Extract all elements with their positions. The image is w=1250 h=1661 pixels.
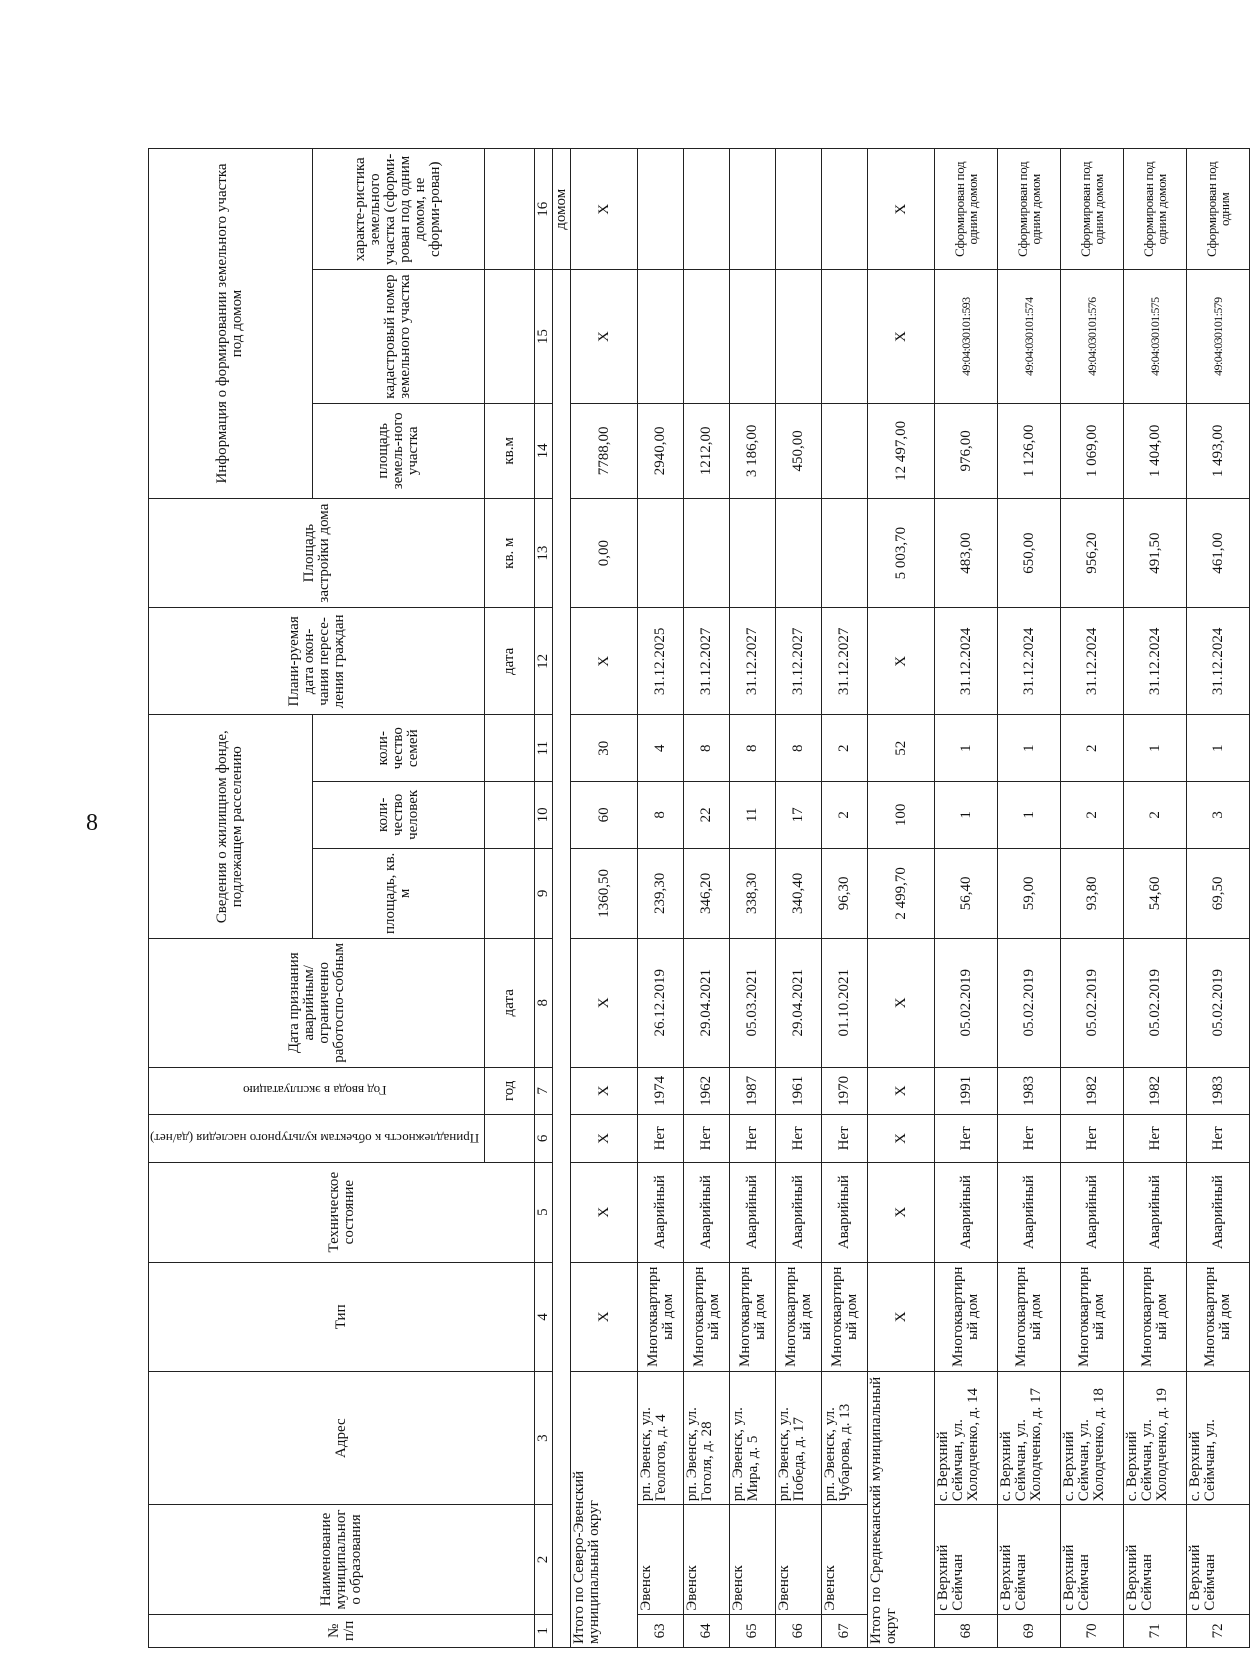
- people-count: 1: [935, 782, 998, 849]
- municipality: Эвенск: [638, 1505, 684, 1614]
- building-area: [776, 498, 822, 607]
- total-cell: X: [868, 939, 935, 1067]
- total-cell: X: [571, 1115, 638, 1163]
- land-characteristic: [638, 149, 684, 271]
- address: с. Верхний Сеймчан, ул. Холодченко, д. 14: [935, 1372, 998, 1505]
- col-number: 2: [535, 1505, 553, 1614]
- municipality: Эвенск: [822, 1505, 868, 1614]
- col-number: 7: [535, 1067, 553, 1115]
- heritage-flag: Нет: [1061, 1115, 1124, 1163]
- commission-year: 1961: [776, 1067, 822, 1115]
- header-address: Адрес: [149, 1372, 535, 1505]
- heritage-flag: Нет: [1124, 1115, 1187, 1163]
- emergency-date: 05.02.2019: [935, 939, 998, 1067]
- total-label: Итого по Северо-Эвенский муниципальный округ: [571, 1372, 638, 1648]
- planned-date: 31.12.2024: [1187, 608, 1250, 715]
- municipality: с Верхний Сеймчан: [1187, 1505, 1250, 1614]
- table-row: [730, 149, 776, 1648]
- col-number: 5: [535, 1162, 553, 1262]
- land-area: 1212,00: [684, 403, 730, 498]
- page-number: 8: [86, 810, 98, 836]
- rotated-table-container: [148, 148, 1234, 1648]
- header-number: № п/п: [149, 1614, 535, 1647]
- subheader-cadastral: кадастровый номер земельного участка: [312, 270, 484, 403]
- total-cell: X: [571, 1067, 638, 1115]
- unit-heritage: [485, 1115, 535, 1163]
- emergency-date: 05.02.2019: [1124, 939, 1187, 1067]
- row-number: 72: [1187, 1614, 1250, 1647]
- address: с. Верхний Сеймчан, ул. Холодченко, д. 19: [1124, 1372, 1187, 1505]
- land-characteristic: [684, 149, 730, 271]
- technical-condition: Аварийный: [684, 1162, 730, 1262]
- land-characteristic: [822, 149, 868, 271]
- land-area: 3 186,00: [730, 403, 776, 498]
- unit-cadastral: [485, 270, 535, 403]
- commission-year: 1970: [822, 1067, 868, 1115]
- land-characteristic: Сформирован под одним: [1187, 149, 1250, 271]
- heritage-flag: Нет: [730, 1115, 776, 1163]
- header-planned-date: Плани-руемая дата окон-чания пересе-ления граждан: [149, 608, 485, 715]
- header-heritage: Принадлежность к объектам культурного наследия (да/нет): [149, 1115, 485, 1163]
- subheader-land-characteristic: характе-ристика земельного участка (сформи-рован под одним домом, не сформи-рован): [312, 149, 484, 271]
- table-row: [935, 149, 998, 1648]
- technical-condition: Аварийный: [1187, 1162, 1250, 1262]
- families-count: 8: [730, 715, 776, 782]
- building-area: 483,00: [935, 498, 998, 607]
- land-area: 1 069,00: [1061, 403, 1124, 498]
- families-count: 1: [1124, 715, 1187, 782]
- house-type: Многоквартирный дом: [822, 1262, 868, 1371]
- col-number: 16: [535, 149, 553, 271]
- unit-build-area: кв. м: [485, 498, 535, 607]
- header-municipality: Наименование муниципального образования: [149, 1505, 535, 1614]
- heritage-flag: Нет: [1187, 1115, 1250, 1163]
- address: рп. Эвенск, ул. Победа, д. 17: [776, 1372, 822, 1505]
- families-count: 1: [935, 715, 998, 782]
- cadastral-number: [638, 270, 684, 403]
- house-type: Многоквартирный дом: [935, 1262, 998, 1371]
- subheader-land-area: площадь земель-ного участка: [312, 403, 484, 498]
- planned-date: 31.12.2024: [1061, 608, 1124, 715]
- heritage-flag: Нет: [935, 1115, 998, 1163]
- header-emergency-date: Дата признания аварийным/ ограниченно работоспо-собным: [149, 939, 485, 1067]
- building-area: 461,00: [1187, 498, 1250, 607]
- commission-year: 1991: [935, 1067, 998, 1115]
- house-type: Многоквартирный дом: [1061, 1262, 1124, 1371]
- municipality: с Верхний Сеймчан: [935, 1505, 998, 1614]
- total-cell: 30: [571, 715, 638, 782]
- address: с. Верхний Сеймчан, ул. Холодченко, д. 17: [998, 1372, 1061, 1505]
- col-number: 6: [535, 1115, 553, 1163]
- emergency-date: 29.04.2021: [684, 939, 730, 1067]
- resettle-area: 69,50: [1187, 848, 1250, 938]
- people-count: 2: [822, 782, 868, 849]
- row-number: 69: [998, 1614, 1061, 1647]
- land-characteristic: [776, 149, 822, 271]
- land-area: [822, 403, 868, 498]
- total-row-sred: [868, 149, 935, 1648]
- unit-year: год: [485, 1067, 535, 1115]
- header-type: Тип: [149, 1262, 535, 1371]
- col-number: 3: [535, 1372, 553, 1505]
- resettle-area: 340,40: [776, 848, 822, 938]
- cadastral-number: 49:04:030101:574: [998, 270, 1061, 403]
- row-number: 71: [1124, 1614, 1187, 1647]
- col-number: 13: [535, 498, 553, 607]
- technical-condition: Аварийный: [776, 1162, 822, 1262]
- unit-characteristic: [485, 149, 535, 271]
- emergency-date: 05.03.2021: [730, 939, 776, 1067]
- total-cell: X: [868, 270, 935, 403]
- unit-people: [485, 782, 535, 849]
- planned-date: 31.12.2027: [776, 608, 822, 715]
- house-type: Многоквартирный дом: [998, 1262, 1061, 1371]
- land-characteristic: Сформирован под одним домом: [1061, 149, 1124, 271]
- total-cell: 5 003,70: [868, 498, 935, 607]
- col-number: 8: [535, 939, 553, 1067]
- heritage-flag: Нет: [822, 1115, 868, 1163]
- resettle-area: 56,40: [935, 848, 998, 938]
- heritage-flag: Нет: [776, 1115, 822, 1163]
- land-characteristic: Сформирован под одним домом: [1124, 149, 1187, 271]
- resettle-area: 59,00: [998, 848, 1061, 938]
- emergency-date: 01.10.2021: [822, 939, 868, 1067]
- commission-year: 1982: [1061, 1067, 1124, 1115]
- row-number: 64: [684, 1614, 730, 1647]
- col-number: 12: [535, 608, 553, 715]
- header-condition: Техническое состояние: [149, 1162, 535, 1262]
- families-count: 8: [776, 715, 822, 782]
- building-area: 650,00: [998, 498, 1061, 607]
- people-count: 1: [998, 782, 1061, 849]
- total-cell: 7788,00: [571, 403, 638, 498]
- row-number: 65: [730, 1614, 776, 1647]
- planned-date: 31.12.2027: [822, 608, 868, 715]
- row-number: 70: [1061, 1614, 1124, 1647]
- unit-land-area: кв.м: [485, 403, 535, 498]
- col-number: 9: [535, 848, 553, 938]
- cadastral-number: [730, 270, 776, 403]
- municipality: с Верхний Сеймчан: [1061, 1505, 1124, 1614]
- address: рп. Эвенск, ул. Гоголя, д. 28: [684, 1372, 730, 1505]
- families-count: 2: [822, 715, 868, 782]
- unit-date: дата: [485, 939, 535, 1067]
- total-cell: X: [571, 1262, 638, 1371]
- land-area: 1 126,00: [998, 403, 1061, 498]
- total-row-north: [571, 149, 638, 1648]
- unit-families: [485, 715, 535, 782]
- people-count: 17: [776, 782, 822, 849]
- commission-year: 1983: [1187, 1067, 1250, 1115]
- emergency-date: 26.12.2019: [638, 939, 684, 1067]
- house-type: Многоквартирный дом: [730, 1262, 776, 1371]
- people-count: 3: [1187, 782, 1250, 849]
- carry-over-blank: [553, 270, 571, 1648]
- col-number: 10: [535, 782, 553, 849]
- address: рп. Эвенск, ул. Геологов, д. 4: [638, 1372, 684, 1505]
- cadastral-number: [822, 270, 868, 403]
- unit-area: [485, 848, 535, 938]
- total-cell: 100: [868, 782, 935, 849]
- table-row: [638, 149, 684, 1648]
- row-number: 67: [822, 1614, 868, 1647]
- technical-condition: Аварийный: [1061, 1162, 1124, 1262]
- table-body: [535, 149, 1250, 1648]
- heritage-flag: Нет: [684, 1115, 730, 1163]
- house-type: Многоквартирный дом: [1187, 1262, 1250, 1371]
- resettle-area: 54,60: [1124, 848, 1187, 938]
- people-count: 8: [638, 782, 684, 849]
- subheader-people: коли-чество человек: [312, 782, 484, 849]
- col-number: 14: [535, 403, 553, 498]
- resettle-area: 338,30: [730, 848, 776, 938]
- emergency-date: 05.02.2019: [998, 939, 1061, 1067]
- table-row: [776, 149, 822, 1648]
- cadastral-number: 49:04:030101:593: [935, 270, 998, 403]
- table-row: [684, 149, 730, 1648]
- total-cell: X: [571, 149, 638, 271]
- total-cell: X: [571, 1162, 638, 1262]
- total-cell: 2 499,70: [868, 848, 935, 938]
- header-building-area: Площадь застройки дома: [149, 498, 485, 607]
- municipality: с Верхний Сеймчан: [1124, 1505, 1187, 1614]
- total-cell: X: [868, 1115, 935, 1163]
- heritage-flag: Нет: [998, 1115, 1061, 1163]
- building-area: [730, 498, 776, 607]
- resettle-area: 346,20: [684, 848, 730, 938]
- technical-condition: Аварийный: [638, 1162, 684, 1262]
- address: рп. Эвенск, ул. Мира, д. 5: [730, 1372, 776, 1505]
- total-cell: 0,00: [571, 498, 638, 607]
- column-number-row: [535, 149, 553, 1648]
- municipality: Эвенск: [684, 1505, 730, 1614]
- emergency-date: 05.02.2019: [1061, 939, 1124, 1067]
- header-year: Год ввода в эксплуатацию: [149, 1067, 485, 1115]
- people-count: 2: [1124, 782, 1187, 849]
- building-area: 491,50: [1124, 498, 1187, 607]
- house-type: Многоквартирный дом: [776, 1262, 822, 1371]
- families-count: 2: [1061, 715, 1124, 782]
- emergency-date: 29.04.2021: [776, 939, 822, 1067]
- total-cell: X: [571, 939, 638, 1067]
- total-cell: X: [868, 1262, 935, 1371]
- technical-condition: Аварийный: [998, 1162, 1061, 1262]
- municipality: Эвенск: [730, 1505, 776, 1614]
- resettle-area: 96,30: [822, 848, 868, 938]
- land-characteristic: [730, 149, 776, 271]
- families-count: 4: [638, 715, 684, 782]
- row-number: 66: [776, 1614, 822, 1647]
- land-area: 1 404,00: [1124, 403, 1187, 498]
- col-number: 11: [535, 715, 553, 782]
- house-type: Многоквартирный дом: [684, 1262, 730, 1371]
- people-count: 22: [684, 782, 730, 849]
- table-row: [822, 149, 868, 1648]
- land-area: 976,00: [935, 403, 998, 498]
- total-cell: X: [868, 1067, 935, 1115]
- technical-condition: Аварийный: [822, 1162, 868, 1262]
- cadastral-number: [776, 270, 822, 403]
- building-area: [822, 498, 868, 607]
- carry-over-row: [553, 149, 571, 1648]
- planned-date: 31.12.2024: [935, 608, 998, 715]
- carry-over-text: домом: [553, 149, 571, 271]
- col-number: 15: [535, 270, 553, 403]
- cadastral-number: 49:04:030101:576: [1061, 270, 1124, 403]
- land-characteristic: Сформирован под одним домом: [998, 149, 1061, 271]
- building-area: [684, 498, 730, 607]
- families-count: 1: [1187, 715, 1250, 782]
- table-row: [998, 149, 1061, 1648]
- people-count: 2: [1061, 782, 1124, 849]
- planned-date: 31.12.2027: [684, 608, 730, 715]
- commission-year: 1982: [1124, 1067, 1187, 1115]
- table-row: [1187, 149, 1250, 1648]
- subheader-area: площадь, кв. м: [312, 848, 484, 938]
- technical-condition: Аварийный: [1124, 1162, 1187, 1262]
- commission-year: 1962: [684, 1067, 730, 1115]
- technical-condition: Аварийный: [730, 1162, 776, 1262]
- total-cell: X: [868, 1162, 935, 1262]
- building-area: [638, 498, 684, 607]
- technical-condition: Аварийный: [935, 1162, 998, 1262]
- emergency-date: 05.02.2019: [1187, 939, 1250, 1067]
- planned-date: 31.12.2024: [998, 608, 1061, 715]
- land-characteristic: Сформирован под одним домом: [935, 149, 998, 271]
- land-area: 2940,00: [638, 403, 684, 498]
- total-cell: 60: [571, 782, 638, 849]
- municipality: с Верхний Сеймчан: [998, 1505, 1061, 1614]
- unit-plan-date: дата: [485, 608, 535, 715]
- land-area: 1 493,00: [1187, 403, 1250, 498]
- total-cell: X: [868, 149, 935, 271]
- row-number: 63: [638, 1614, 684, 1647]
- resettlement-register-table: [148, 148, 1250, 1648]
- row-number: 68: [935, 1614, 998, 1647]
- total-cell: X: [571, 608, 638, 715]
- total-cell: 52: [868, 715, 935, 782]
- header-land-info: Информация о формировании земельного участка под домом: [149, 149, 313, 499]
- table-row: [1061, 149, 1124, 1648]
- municipality: Эвенск: [776, 1505, 822, 1614]
- col-number: 1: [535, 1614, 553, 1647]
- planned-date: 31.12.2024: [1124, 608, 1187, 715]
- building-area: 956,20: [1061, 498, 1124, 607]
- house-type: Многоквартирный дом: [1124, 1262, 1187, 1371]
- commission-year: 1987: [730, 1067, 776, 1115]
- commission-year: 1983: [998, 1067, 1061, 1115]
- cadastral-number: 49:04:030101:579: [1187, 270, 1250, 403]
- total-cell: 12 497,00: [868, 403, 935, 498]
- total-cell: 1360,50: [571, 848, 638, 938]
- address: с. Верхний Сеймчан, ул.: [1187, 1372, 1250, 1505]
- cadastral-number: [684, 270, 730, 403]
- families-count: 8: [684, 715, 730, 782]
- col-number: 4: [535, 1262, 553, 1371]
- house-type: Многоквартирный дом: [638, 1262, 684, 1371]
- planned-date: 31.12.2025: [638, 608, 684, 715]
- address: с. Верхний Сеймчан, ул. Холодченко, д. 18: [1061, 1372, 1124, 1505]
- people-count: 11: [730, 782, 776, 849]
- total-label: Итого по Среднеканский муниципальный округ: [868, 1372, 935, 1648]
- resettle-area: 93,80: [1061, 848, 1124, 938]
- header-housing-stock: Сведения о жилищном фонде, подлежащем расселению: [149, 715, 313, 939]
- total-cell: X: [571, 270, 638, 403]
- land-area: 450,00: [776, 403, 822, 498]
- commission-year: 1974: [638, 1067, 684, 1115]
- table-row: [1124, 149, 1187, 1648]
- families-count: 1: [998, 715, 1061, 782]
- cadastral-number: 49:04:030101:575: [1124, 270, 1187, 403]
- heritage-flag: Нет: [638, 1115, 684, 1163]
- total-cell: X: [868, 608, 935, 715]
- resettle-area: 239,30: [638, 848, 684, 938]
- planned-date: 31.12.2027: [730, 608, 776, 715]
- address: рп. Эвенск, ул. Чубарова, д. 13: [822, 1372, 868, 1505]
- subheader-families: коли-чество семей: [312, 715, 484, 782]
